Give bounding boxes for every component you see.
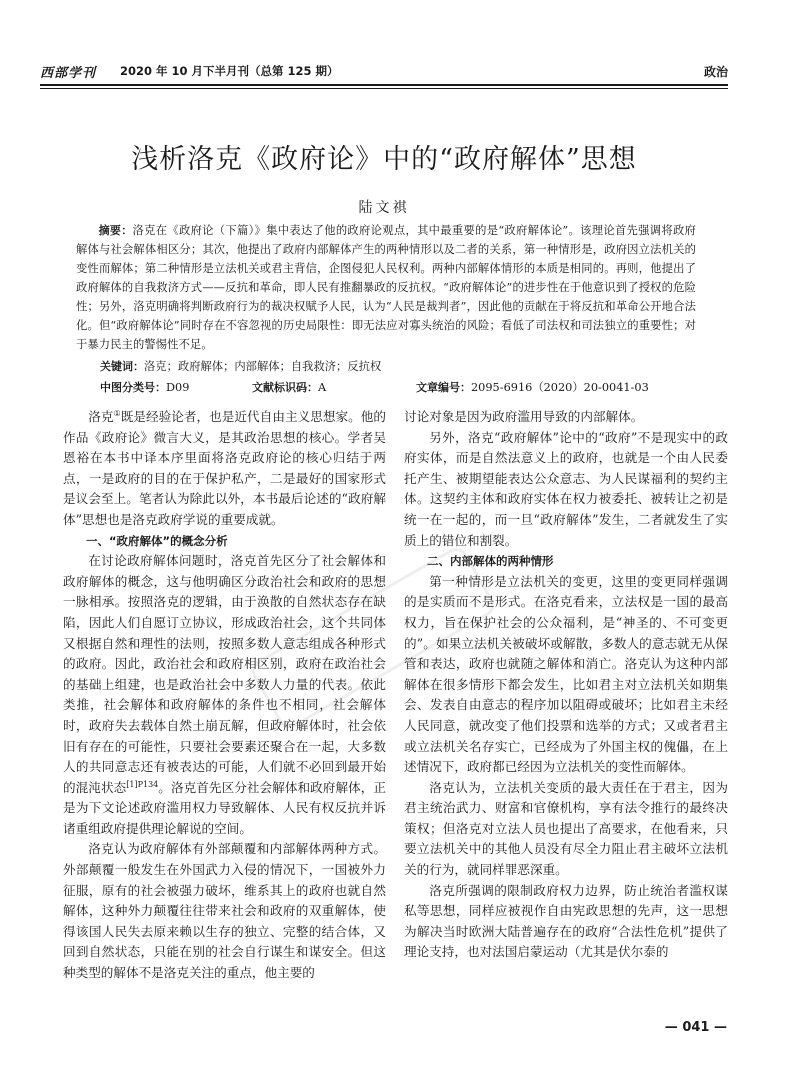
- paragraph: 讨论对象是因为政府滥用导致的内部解体。: [404, 409, 644, 424]
- keywords-text: 洛克；政府解体；内部解体；自我救济；反抗权: [144, 360, 382, 373]
- paragraph: 洛克认为政府解体有外部颠覆和内部解体两种方式。外部颠覆一般发生在外国武力入侵的情况下，一国被外力征服，原有的社会被强力破坏，维系其上的政府也就自然解体，这种外力颠覆往往带来社会和政府的双重解体，使得该国人民失去原来赖以生存的独立、完整的结合体，又回到自然状态，只能在别的社会自行谋生和谋安全。但这种类型的解体不是洛克关注的重点，他主要的: [63, 841, 386, 981]
- keywords: [100, 358, 700, 374]
- clc-number: [100, 379, 189, 395]
- text-run: 。洛克首先区分社会解体和政府解体，正是为下文论述政府滥用权力导致解体、人民有权反抗并诉诸重组政府提供理论解说的空间。: [63, 779, 387, 836]
- articleno-value: 2095-6916（2020）20-0041-03: [471, 381, 649, 394]
- document-code: [252, 379, 326, 395]
- header-rule-thin: [40, 88, 728, 89]
- section-name: 政治: [703, 65, 728, 79]
- text-run: 洛克: [88, 409, 114, 424]
- article-author: 陆文祺: [358, 200, 410, 216]
- clc-value: D09: [166, 381, 190, 394]
- paragraph: 洛克所强调的限制政府权力边界，防止统治者滥权谋私等思想，同样应被视作自由宪政思想的先声，这一思想为解决当时欧洲大陆普遍存在的政府“合法性危机”提供了理论支持，也对法国启蒙运动（尤其是伏尔泰的: [404, 882, 728, 960]
- footnote-marker: ①: [113, 408, 121, 418]
- paragraph: 另外，洛克“政府解体”论中的“政府”不是现实中的政府实体，而是自然法意义上的政府，也就是一个由人民委托产生、被期望能表达公众意志、为人民谋福利的契约主体。这契约主体和政府实体在权力被委托、被转让之初是统一在一起的，而一旦“政府解体”发生，二者就发生了实质上的错位和割裂。: [404, 429, 728, 548]
- abstract: [76, 221, 696, 354]
- header-rule-thick: [40, 84, 728, 86]
- article-number: [416, 379, 649, 395]
- paragraph: [63, 551, 386, 839]
- paragraph: 洛克认为，立法机关变质的最大责任在于君主，因为君主统治武力、财富和官僚机构，享有法令推行的最终决策权；但洛克对立法人员也提出了高要求，在他看来，只要立法机关中的其他人员没有尽全力阻止君主破坏立法机关的行为，就同样罪恶深重。: [404, 779, 728, 878]
- articleno-label: 文章编号：: [416, 381, 471, 394]
- article-title: 浅析洛克《政府论》中的“政府解体”思想: [131, 144, 637, 175]
- clc-label: 中图分类号：: [100, 381, 166, 394]
- text-run: 在讨论政府解体问题时，洛克首先区分了社会解体和政府解体的概念，这与他明确区分政治社会和政府的思想一脉相承。按照洛克的逻辑，由于涣散的自然状态存在缺陷，因此人们自愿订立协议，形成政治社会，这个共同体又根据自然和理性的法则，按照多数人意志组成各种形式的政府。因此，政治社会和政府相区别，政府在政治社会的基础上组建，也是政治社会中多数人力量的代表。依此类推，社会解体和政府解体的条件也不相同，社会解体时，政府失去载体自然土崩瓦解，但政府解体时，社会依旧有存在的可能性，只要社会要素还聚合在一起，大多数人的共同意志还有被表达的可能，人们就不必回到最开始的混沌状态: [63, 553, 386, 795]
- body-column-left: [63, 407, 386, 984]
- text-run: 既是经验论者，也是近代自由主义思想家。他的作品《政府论》微言大义，是其政治思想的核心。学者吴恩裕在本书中译本序里面将洛克政府论的核心归结于两点，一是政府的目的在于保护私产，二是最好的国家形式是议会至上。笔者认为除此以外，本书最后论述的“政府解体”思想也是洛克政府学说的重要成就。: [63, 409, 387, 527]
- journal-brand: 西部学刊: [40, 66, 97, 81]
- doccode-label: 文献标识码：: [252, 381, 318, 394]
- section-heading-2: 二、内部解体的两种情形: [427, 554, 554, 569]
- citation-marker: [1]P134: [126, 779, 159, 789]
- page-number: — 041 —: [664, 1020, 727, 1035]
- section-heading-1: 一、“政府解体”的概念分析: [86, 533, 228, 548]
- doccode-value: A: [318, 381, 327, 394]
- body-column-right: [404, 407, 728, 963]
- paragraph: [63, 407, 386, 531]
- issue-info: 2020 年 10 月下半月刊（总第 125 期）: [120, 64, 339, 78]
- abstract-text: 洛克在《政府论（下篇）》集中表达了他的政府论观点，其中最重要的是“政府解体论”。该理论首先强调将政府解体与社会解体相区分；其次，他提出了政府内部解体产生的两种情形以及二者的关系，第一种情形是，政府因立法机关的变性而解体；第二种情形是立法机关或君主背信，企图侵犯人民权利。两种内部解体情形的本质是相同的。再则，他提出了政府解体的自我救济方式——反抗和革命，即人民有推翻暴政的反抗权。“政府解体论”的进步性在于他意识到了授权的危险性；另外，洛克明确将判断政府行为的裁决权赋予人民，认为“人民是裁判者”，因此他的贡献在于将反抗和革命公开地合法化。但“政府解体论”同时存在不容忽视的历史局限性：即无法应对寡头统治的风险；看低了司法权和司法独立的重要性；对于暴力民主的警惕性不足。: [76, 224, 696, 351]
- keywords-label: 关键词：: [100, 360, 144, 373]
- abstract-label: 摘要：: [98, 224, 133, 237]
- paragraph: 第一种情形是立法机关的变更，这里的变更同样强调的是实质而不是形式。在洛克看来，立法权是一国的最高权力，旨在保护社会的公众福利，是“神圣的、不可变更的”。如果立法机关被破坏或解散，多数人的意志就无从保管和表达，政府也就随之解体和消亡。洛克认为这种内部解体在很多情形下都会发生，比如君主对立法机关如期集会、发表自由意志的程序加以阻碍或破坏；比如君主未经人民同意，就改变了他们投票和选举的方式；又或者君主或立法机关名存实亡，已经成为了外国主权的傀儡，在上述情况下，政府都已经因为立法机关的变性而解体。: [404, 573, 728, 775]
- running-header: [40, 62, 728, 82]
